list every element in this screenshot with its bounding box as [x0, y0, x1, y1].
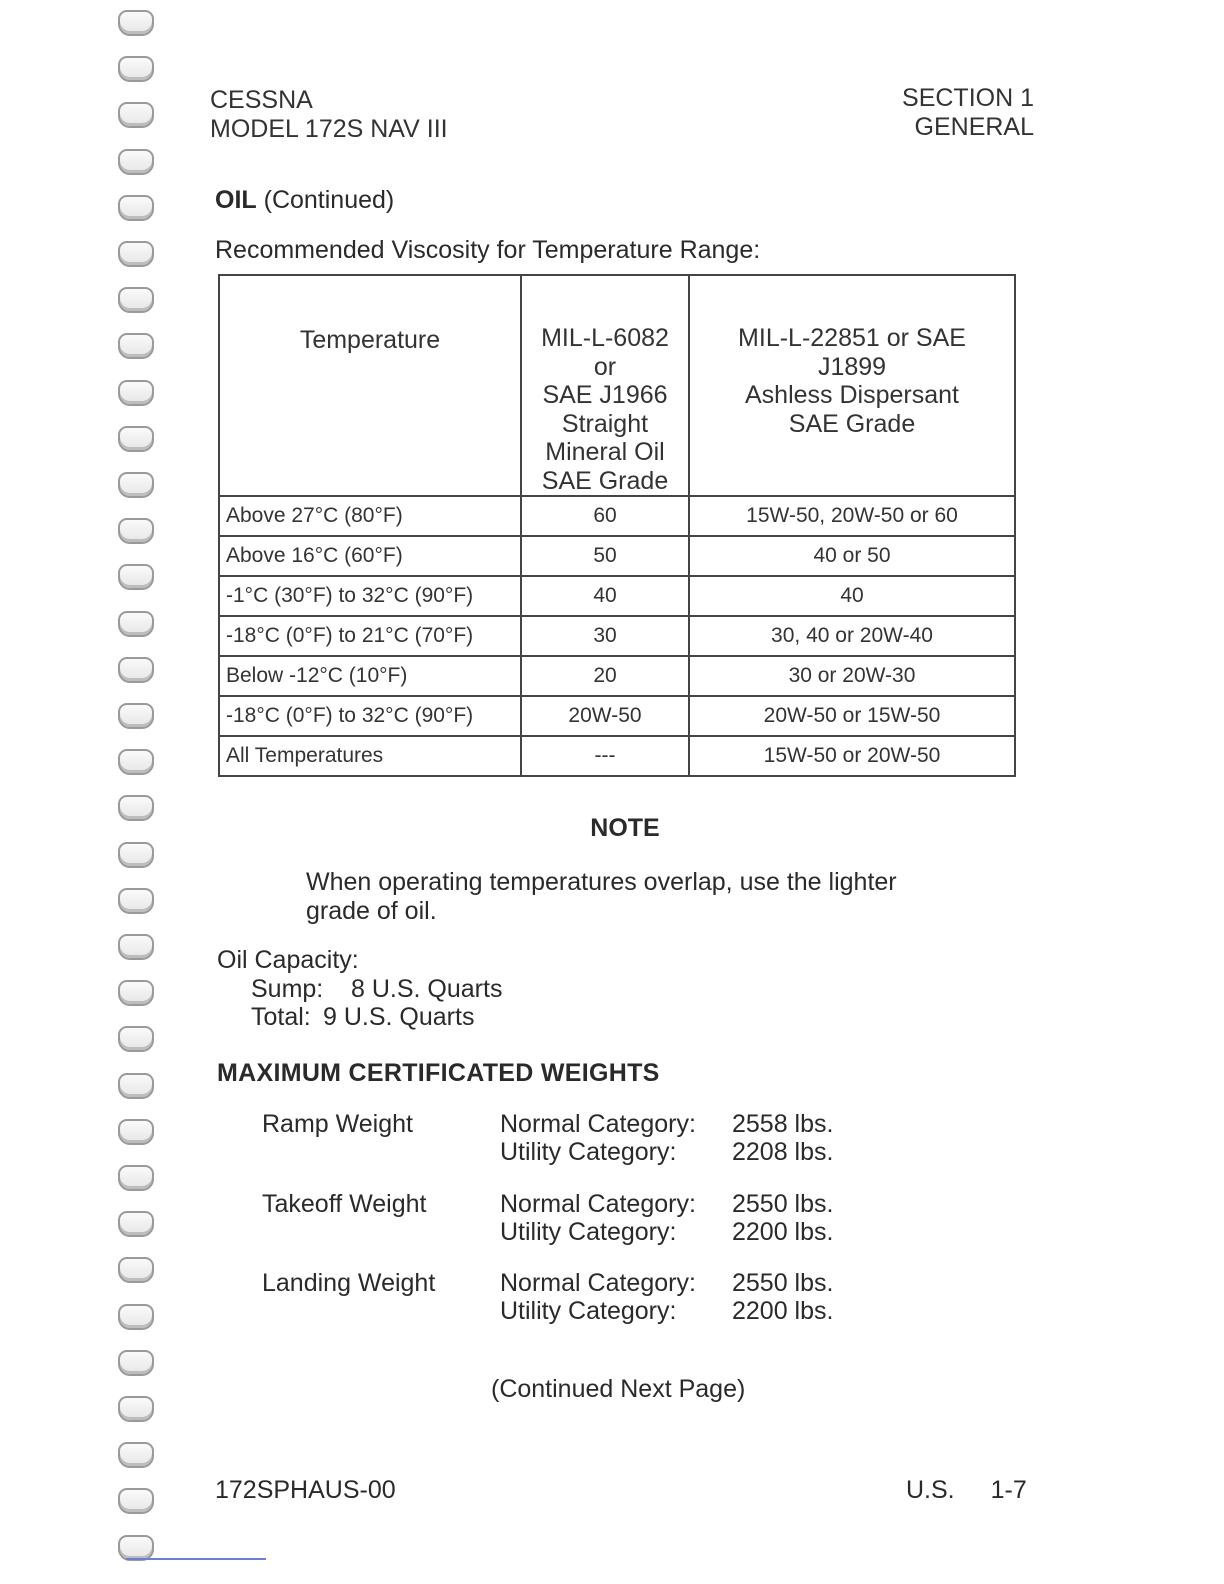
binding-ring: [118, 426, 154, 452]
header-ashless-dispersant: [689, 275, 1015, 496]
binding-ring: [118, 564, 154, 590]
header-line: Straight: [561, 409, 649, 438]
binding-ring: [118, 1073, 154, 1099]
binding-ring: [118, 1535, 154, 1561]
note-title: NOTE: [590, 814, 660, 842]
normal-category-label: Normal Category:: [500, 1269, 696, 1297]
oil-capacity-title: Oil Capacity:: [217, 946, 359, 974]
binding-ring: [118, 241, 154, 267]
binding-ring: [118, 934, 154, 960]
binding-ring: [118, 380, 154, 406]
continued-next-page: (Continued Next Page): [491, 1375, 746, 1403]
normal-category-value: 2550 lbs.: [732, 1190, 834, 1218]
ashless-grade-cell: 40: [689, 576, 1015, 616]
binding-ring: [118, 1488, 154, 1514]
binding-ring: [118, 56, 154, 82]
table-row: [219, 656, 1015, 696]
normal-category-value: 2550 lbs.: [732, 1269, 834, 1297]
page-margin: [0, 0, 105, 1584]
ashless-grade-cell: 30 or 20W-30: [689, 656, 1015, 696]
oil-title-bold: OIL: [215, 186, 257, 214]
sump-capacity: [251, 975, 503, 1004]
mineral-oil-grade-cell: 20W-50: [521, 696, 689, 736]
header-manufacturer: CESSNA: [210, 86, 313, 114]
binding-ring: [118, 287, 154, 313]
temperature-cell: -1°C (30°F) to 32°C (90°F): [219, 576, 521, 616]
temperature-cell: -18°C (0°F) to 21°C (70°F): [219, 616, 521, 656]
note-text: When operating temperatures overlap, use the lighter grade of oil.: [306, 868, 897, 925]
ashless-grade-cell: 30, 40 or 20W-40: [689, 616, 1015, 656]
footer-page-info: [906, 1476, 1027, 1505]
utility-category-value: 2200 lbs.: [732, 1218, 834, 1246]
sump-label: Sump:: [251, 975, 324, 1003]
header-line: SAE Grade: [788, 409, 916, 438]
binding-ring: [118, 10, 154, 36]
normal-category-label: Normal Category:: [500, 1110, 696, 1138]
header-section: SECTION 1: [902, 84, 1034, 112]
binding-ring: [118, 518, 154, 544]
binding-ring: [118, 749, 154, 775]
ashless-grade-cell: 15W-50, 20W-50 or 60: [689, 496, 1015, 536]
mineral-oil-grade-cell: 60: [521, 496, 689, 536]
total-capacity: [251, 1003, 475, 1032]
utility-category-value: 2200 lbs.: [732, 1297, 834, 1325]
table-row: [219, 576, 1015, 616]
utility-category-label: Utility Category:: [500, 1138, 677, 1166]
total-value: 9 U.S. Quarts: [323, 1003, 475, 1031]
binding-ring: [118, 1442, 154, 1468]
viscosity-intro: Recommended Viscosity for Temperature Range:: [215, 236, 761, 264]
viscosity-table-header: [219, 275, 1015, 496]
total-label: Total:: [251, 1003, 311, 1031]
header-line: Ashless Dispersant: [745, 381, 959, 409]
footer-doc-id: 172SPHAUS-00: [215, 1476, 396, 1504]
header-line: or: [593, 352, 617, 381]
utility-category-label: Utility Category:: [500, 1218, 677, 1246]
table-row: [219, 616, 1015, 656]
binding-ring: [118, 657, 154, 683]
mineral-oil-grade-cell: 20: [521, 656, 689, 696]
ashless-grade-cell: 40 or 50: [689, 536, 1015, 576]
binding-ring: [118, 842, 154, 868]
binding-ring: [118, 149, 154, 175]
temperature-cell: All Temperatures: [219, 736, 521, 776]
binding-ring: [118, 195, 154, 221]
header-mineral-oil: [521, 275, 689, 496]
utility-category-value: 2208 lbs.: [732, 1138, 834, 1166]
temperature-cell: -18°C (0°F) to 32°C (90°F): [219, 696, 521, 736]
header-line: SAE Grade: [541, 466, 669, 495]
binding-ring: [118, 1119, 154, 1145]
table-row: [219, 496, 1015, 536]
viscosity-table-body: [219, 496, 1015, 776]
weights-title: MAXIMUM CERTIFICATED WEIGHTS: [217, 1059, 660, 1087]
header-section-name: GENERAL: [914, 113, 1034, 141]
temperature-cell: Above 16°C (60°F): [219, 536, 521, 576]
footer-page-number: 1-7: [990, 1476, 1027, 1504]
weight-name: Ramp Weight: [262, 1110, 413, 1138]
mineral-oil-grade-cell: 30: [521, 616, 689, 656]
table-row: [219, 696, 1015, 736]
oil-section-title: [215, 186, 394, 215]
oil-title-rest: (Continued): [256, 186, 395, 214]
header-line: MIL-L-6082: [541, 324, 669, 352]
mineral-oil-grade-cell: 40: [521, 576, 689, 616]
viscosity-table: [218, 274, 1016, 777]
normal-category-value: 2558 lbs.: [732, 1110, 834, 1138]
spiral-binding: [114, 10, 158, 1570]
header-line: Mineral Oil: [545, 438, 665, 466]
header-temperature: [219, 275, 521, 496]
weight-name: Landing Weight: [262, 1269, 436, 1297]
mineral-oil-grade-cell: 50: [521, 536, 689, 576]
header-model: MODEL 172S NAV III: [210, 115, 448, 143]
binding-ring: [118, 703, 154, 729]
binding-ring: [118, 1257, 154, 1283]
binding-ring: [118, 1165, 154, 1191]
header-right: [902, 84, 1034, 142]
header-line: J1899: [817, 352, 887, 381]
binding-ring: [118, 1026, 154, 1052]
footer-region: U.S.: [906, 1476, 955, 1504]
temperature-cell: Below -12°C (10°F): [219, 656, 521, 696]
binding-ring: [118, 472, 154, 498]
header-left: [210, 86, 448, 144]
weight-name: Takeoff Weight: [262, 1190, 427, 1218]
binding-ring: [118, 102, 154, 128]
utility-category-label: Utility Category:: [500, 1297, 677, 1325]
binding-ring: [118, 1304, 154, 1330]
mineral-oil-grade-cell: ---: [521, 736, 689, 776]
binding-ring: [118, 1396, 154, 1422]
ashless-grade-cell: 20W-50 or 15W-50: [689, 696, 1015, 736]
header-line: MIL-L-22851 or SAE: [738, 324, 966, 352]
header-line: Temperature: [299, 326, 441, 354]
header-line: SAE J1966: [542, 381, 668, 409]
scan-edge-line: [126, 1558, 266, 1560]
temperature-cell: Above 27°C (80°F): [219, 496, 521, 536]
sump-value: 8 U.S. Quarts: [351, 975, 503, 1003]
table-row: [219, 536, 1015, 576]
binding-ring: [118, 1350, 154, 1376]
table-row: [219, 736, 1015, 776]
binding-ring: [118, 888, 154, 914]
ashless-grade-cell: 15W-50 or 20W-50: [689, 736, 1015, 776]
binding-ring: [118, 980, 154, 1006]
normal-category-label: Normal Category:: [500, 1190, 696, 1218]
binding-ring: [118, 611, 154, 637]
binding-ring: [118, 333, 154, 359]
binding-ring: [118, 1211, 154, 1237]
